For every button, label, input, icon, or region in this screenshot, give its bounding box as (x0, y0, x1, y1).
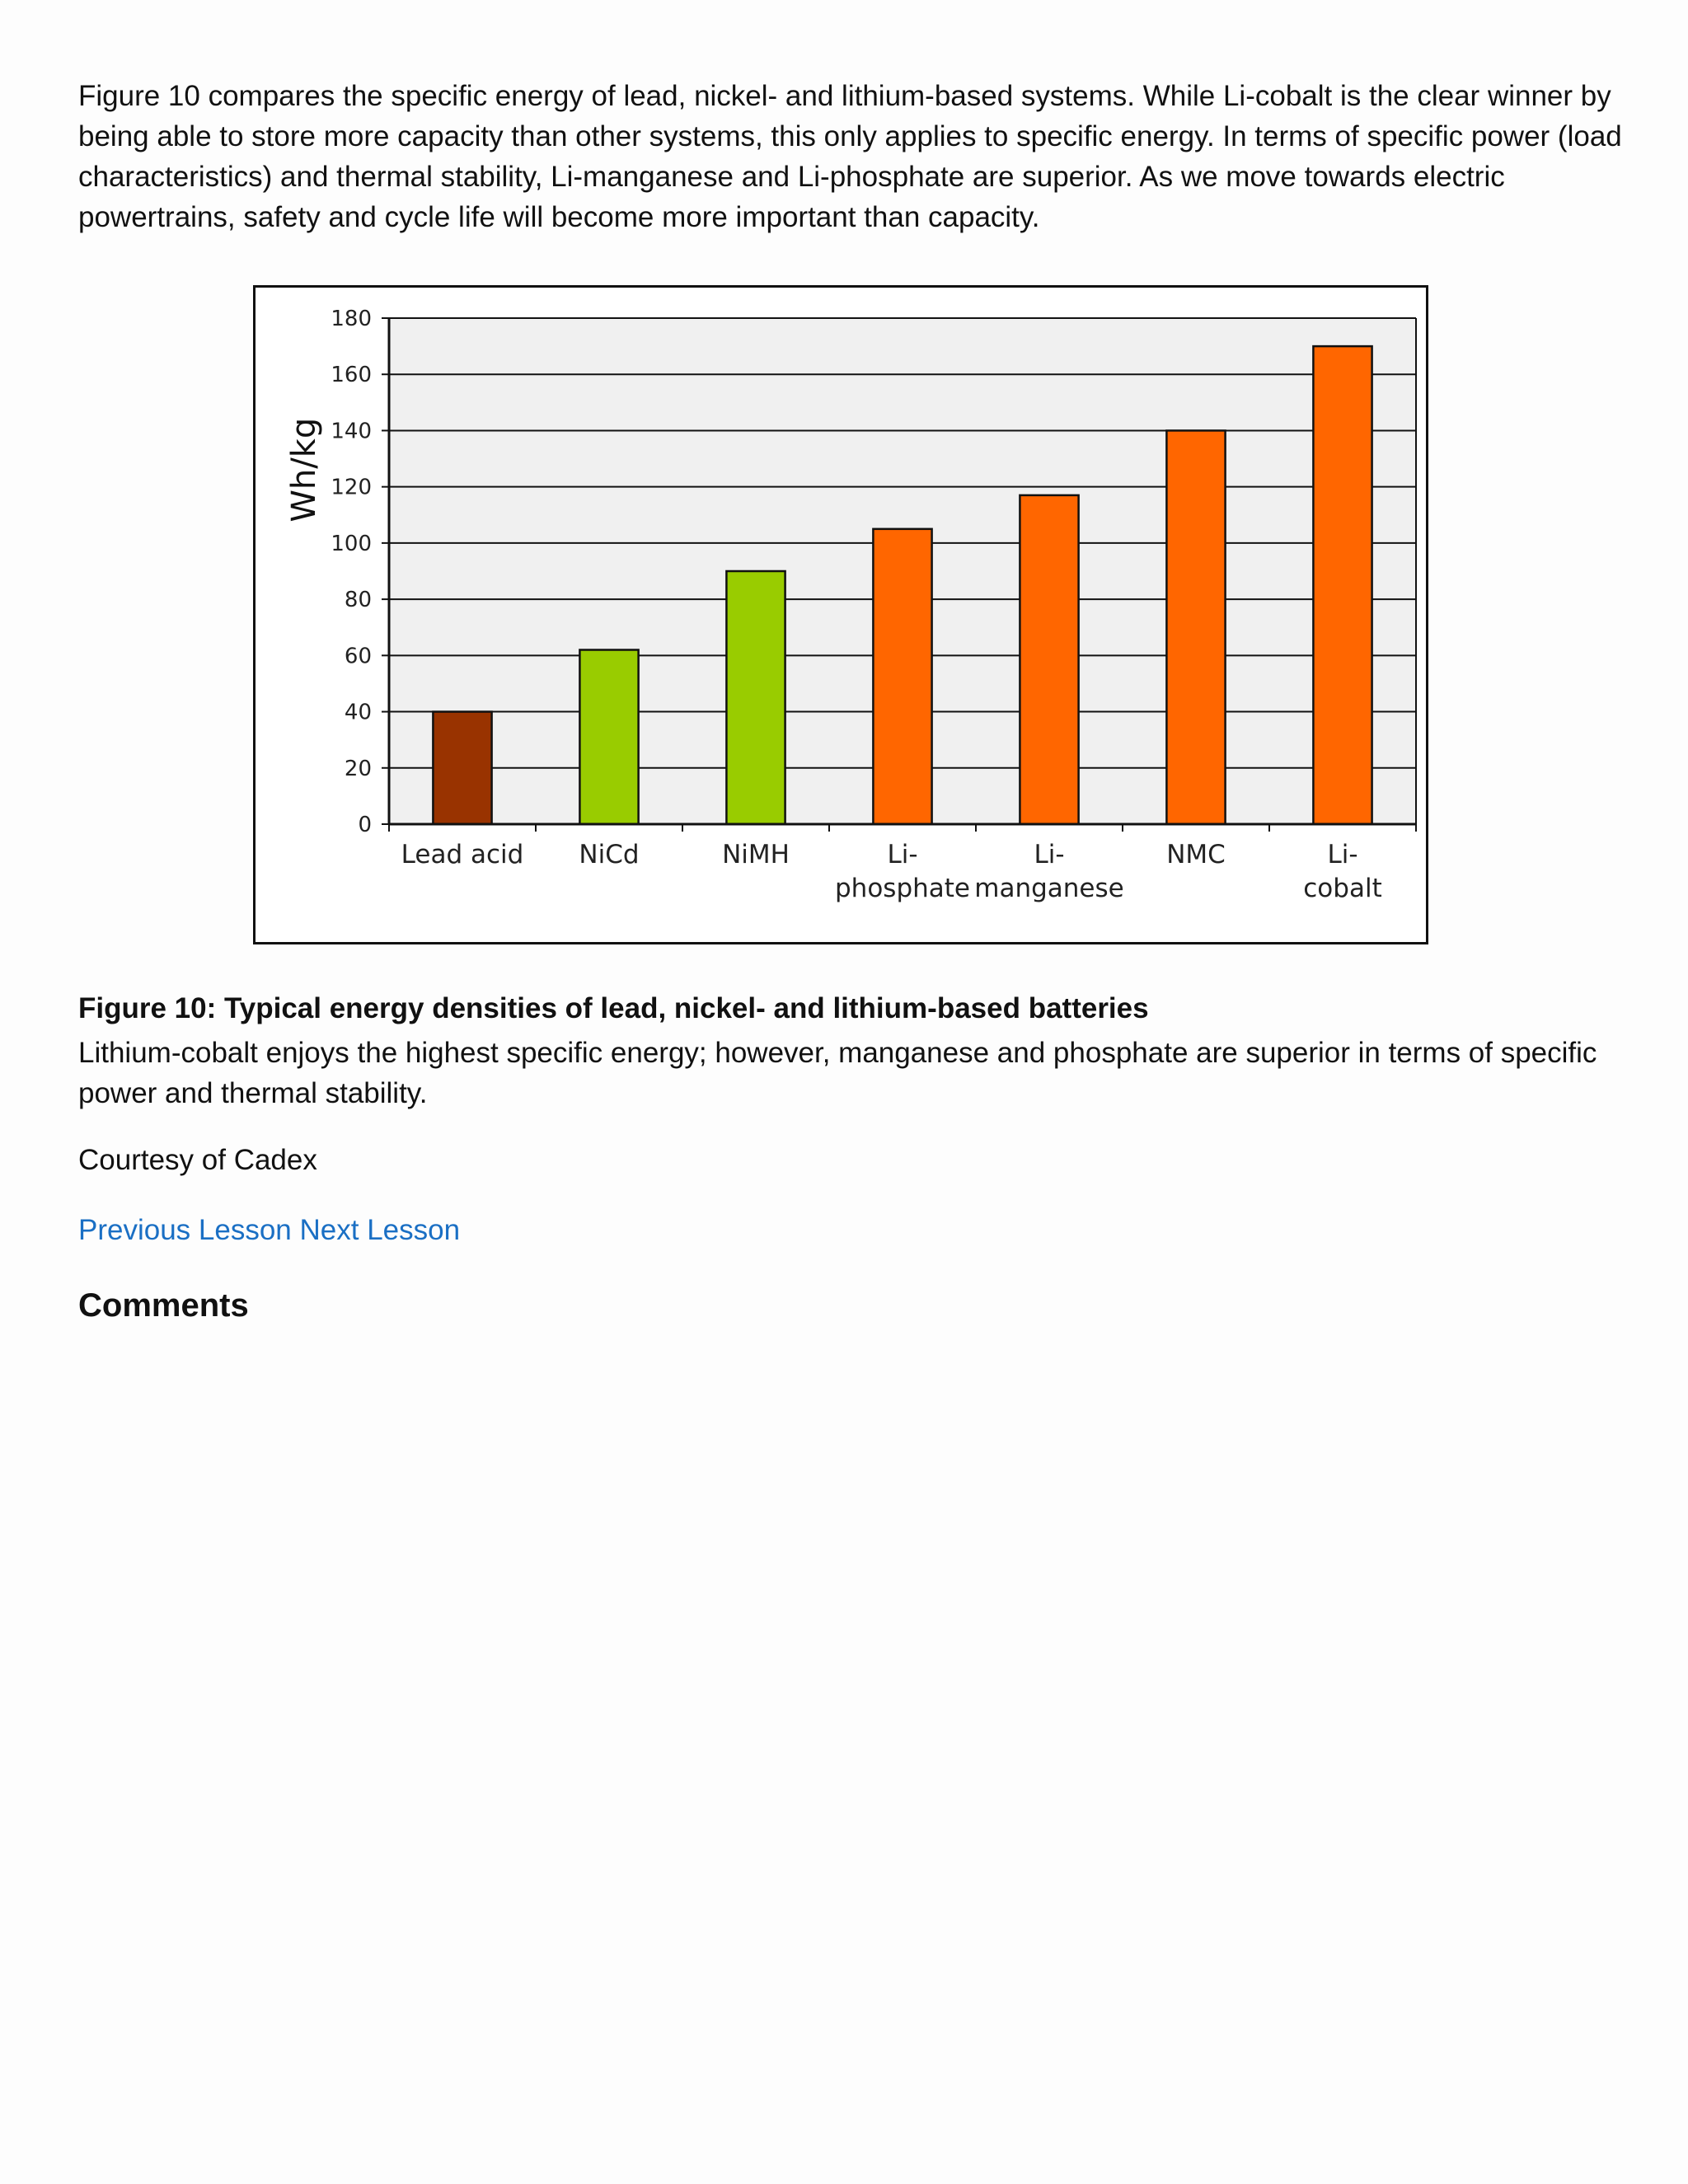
y-tick-label: 20 (344, 756, 372, 781)
x-category-label: Li- (887, 840, 918, 869)
y-tick-label: 0 (358, 813, 372, 837)
next-lesson-link[interactable]: Next Lesson (299, 1214, 461, 1246)
energy-density-bar-chart (256, 288, 1431, 947)
x-category-label: NMC (1166, 840, 1226, 869)
y-axis-title: Wh/kg (285, 417, 323, 523)
y-tick-label: 100 (331, 531, 372, 556)
x-category-label: manganese (974, 874, 1124, 903)
bar (433, 712, 491, 824)
y-tick-label: 120 (331, 475, 372, 500)
x-category-label: NiCd (579, 840, 640, 869)
y-tick-label: 180 (331, 307, 372, 331)
bar (1166, 430, 1225, 824)
bar (1313, 346, 1372, 824)
x-category-label: Lead acid (401, 840, 524, 869)
y-tick-label: 40 (344, 700, 372, 725)
intro-paragraph: Figure 10 compares the specific energy of lead, nickel- and lithium-based systems. While Li-cobalt is the clear winner by being able to store more capacity than other systems, this only applies to specific energy. In terms of specific power (load characteristics) and thermal stability, Li-manganese and Li-phosphate are superior. As we move towards electric powertrains, safety and cycle life will become more important than capacity. (78, 80, 1622, 233)
previous-lesson-link[interactable]: Previous Lesson (78, 1214, 292, 1246)
energy-density-figure (253, 285, 1428, 944)
bar (579, 650, 638, 824)
y-tick-label: 60 (344, 644, 372, 669)
x-category-label: Li- (1327, 840, 1358, 869)
bar (726, 571, 785, 824)
bar (873, 529, 931, 824)
figure-caption-title: Figure 10: Typical energy densities of lead, nickel- and lithium-based batteries (78, 992, 1149, 1024)
y-tick-label: 140 (331, 419, 372, 444)
courtesy-note: Courtesy of Cadex (78, 1144, 317, 1176)
bar (1020, 495, 1078, 824)
x-category-label: phosphate (835, 874, 970, 903)
figure-caption-text: Lithium-cobalt enjoys the highest specific energy; however, manganese and phosphate are superior in terms of specific power and thermal stability. (78, 1037, 1597, 1109)
lesson-navigation (78, 1214, 460, 1247)
x-category-label: cobalt (1303, 874, 1382, 903)
x-category-label: NiMH (722, 840, 790, 869)
x-category-label: Li- (1034, 840, 1065, 869)
comments-heading: Comments (78, 1287, 249, 1324)
y-tick-label: 80 (344, 588, 372, 613)
y-tick-label: 160 (331, 363, 372, 388)
